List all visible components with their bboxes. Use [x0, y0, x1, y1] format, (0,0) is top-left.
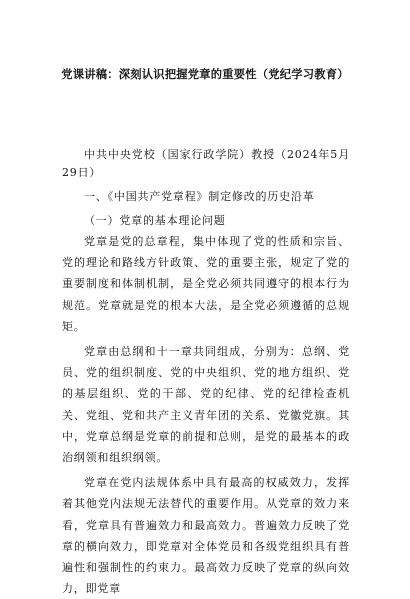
subsection-heading: （一）党章的基本理论问题 [84, 214, 226, 227]
author-line: 中共中央党校（国家行政学院）教授（2024年5月29日） [62, 148, 350, 179]
paragraph-1: 党章是党的总章程，集中体现了党的性质和宗旨、党的理论和路线方针政策、党的重要主张，规定了党的重要制度和体制机制，是全党必须共同遵守的根本行为规范。党章就是党的根本大法，是全党必须遵循的总规矩。 [62, 235, 350, 333]
paragraph-2: 党章由总纲和十一章共同组成，分别为：总纲、党员、党的组织制度、党的中央组织、党的地方组织、党的基层组织、党的干部、党的纪律、党的纪律检查机关、党组、党和共产主义青年团的关系、党徽党旗。其中，党章总纲是党章的前提和总则，是党的最基本的政治纲领和组织纲领。 [62, 345, 350, 465]
section-heading: 一、《中国共产党章程》制定修改的历史沿革 [84, 190, 315, 203]
paragraph-3: 党章在党内法规体系中具有最高的权威效力，发挥着其他党内法规无法替代的重要作用。从党章的效力来看，党章具有普遍效力和最高效力。普遍效力反映了党章的横向效力，即党章对全体党员和各级党组织具有普遍性和强制性的约束力。最高效力反映了党章的纵向效力，即党章 [62, 476, 350, 596]
document-body [62, 146, 350, 599]
document-title: 党课讲稿：深刻认识把握党章的重要性（党纪学习教育） [61, 68, 349, 81]
